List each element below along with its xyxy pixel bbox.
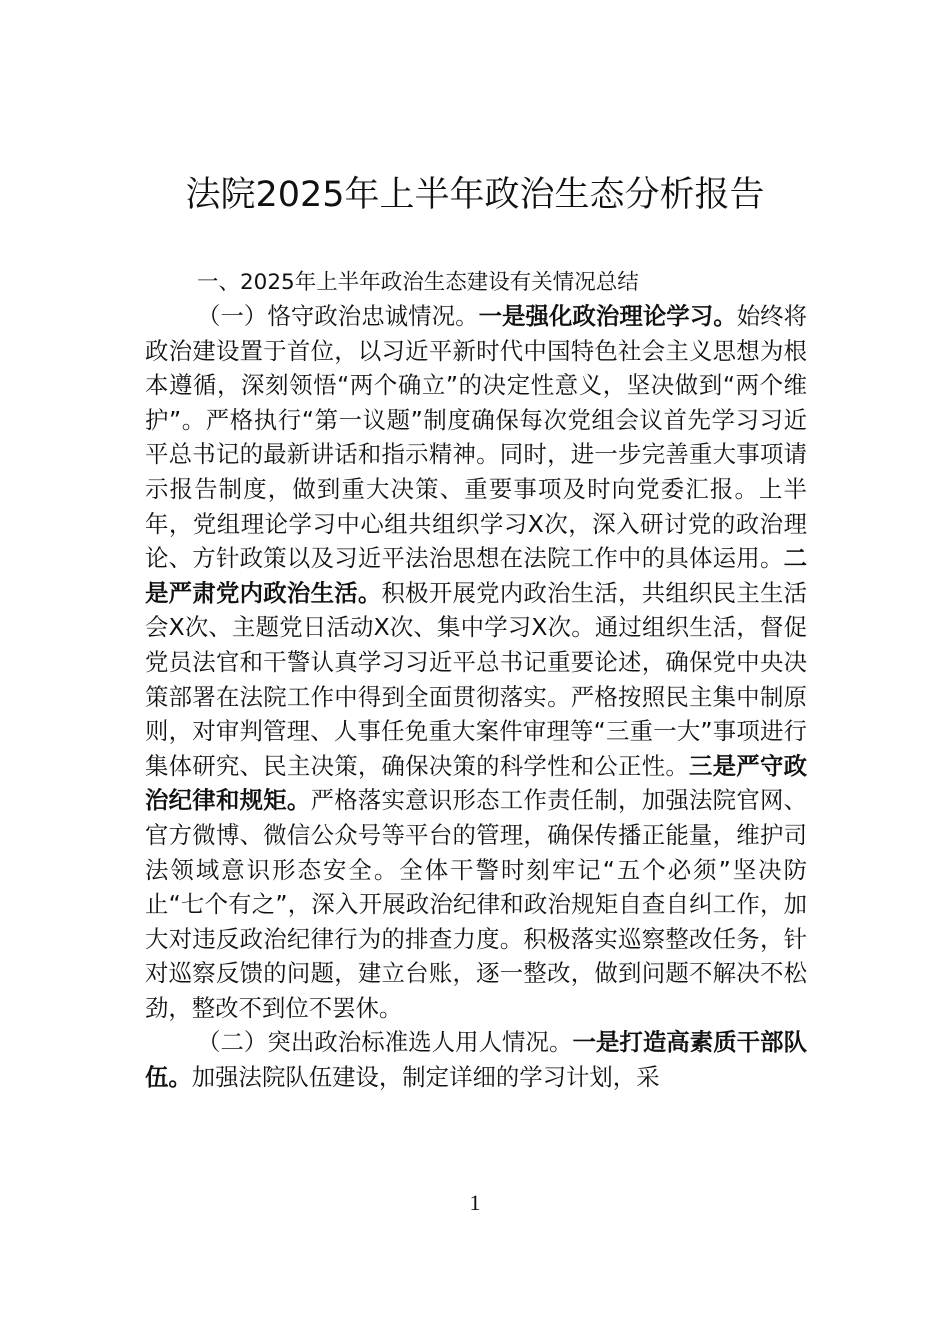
paragraph-political-loyalty	[145, 299, 807, 1025]
point-title: 一是打造高素质干部队伍。	[145, 1028, 808, 1092]
subsection-label: （一）恪守政治忠诚情况。	[197, 302, 479, 330]
page-title: 法院2025年上半年政治生态分析报告	[185, 175, 765, 215]
point-text: 严格落实意识形态工作责任制，加强法院官网、官方微博、微信公众号等平台的管理，确保传播正能量，维护司法领域意识形态安全。全体干警时刻牢记“五个必须”坚决防止“七个有之”，深入开展政治纪律和政治规矩自查自纠工作，加大对违反政治纪律行为的排查力度。积极落实巡察整改任务，针对巡察反馈的问题，建立台账，逐一整改，做到问题不解决不松劲，整改不到位不罢休。	[145, 786, 808, 1022]
section-heading-1: 一、2025年上半年政治生态建设有关情况总结	[197, 270, 639, 295]
point-text: 积极开展党内政治生活，共组织民主生活会X次、主题党日活动X次、集中学习X次。通过组织生活，督促党员法官和干警认真学习习近平总书记重要论述，确保党中央决策部署在法院工作中得到全面贯彻落实。严格按照民主集中制原则，对审判管理、人事任免重大案件审理等“三重一大”事项进行集体研究、民主决策，确保决策的科学性和公正性。	[145, 578, 808, 780]
point-title: 三是严守政治纪律和规矩。	[145, 751, 807, 815]
point-text: 始终将政治建设置于首位，以习近平新时代中国特色社会主义思想为根本遵循，深刻领悟“两个确立”的决定性意义，坚决做到“两个维护”。严格执行“第一议题”制度确保每次党组会议首先学习习近平总书记的最新讲话和指示精神。同时，进一步完善重大事项请示报告制度，做到重大决策、重要事项及时向党委汇报。上半年，党组理论学习中心组共组织学习X次，深入研讨党的政治理论、方针政策以及习近平法治思想在法院工作中的具体运用。	[145, 302, 808, 573]
point-text: 加强法院队伍建设，制定详细的学习计划，采	[191, 1063, 660, 1092]
document-body	[145, 266, 807, 1095]
point-title: 二是严肃党内政治生活。	[145, 544, 807, 607]
paragraph-personnel-selection	[145, 1025, 807, 1094]
subsection-label: （二）突出政治标准选人用人情况。	[197, 1028, 573, 1057]
point-title: 一是强化政治理论学习。	[478, 302, 737, 330]
page-number: 1	[469, 1190, 481, 1215]
